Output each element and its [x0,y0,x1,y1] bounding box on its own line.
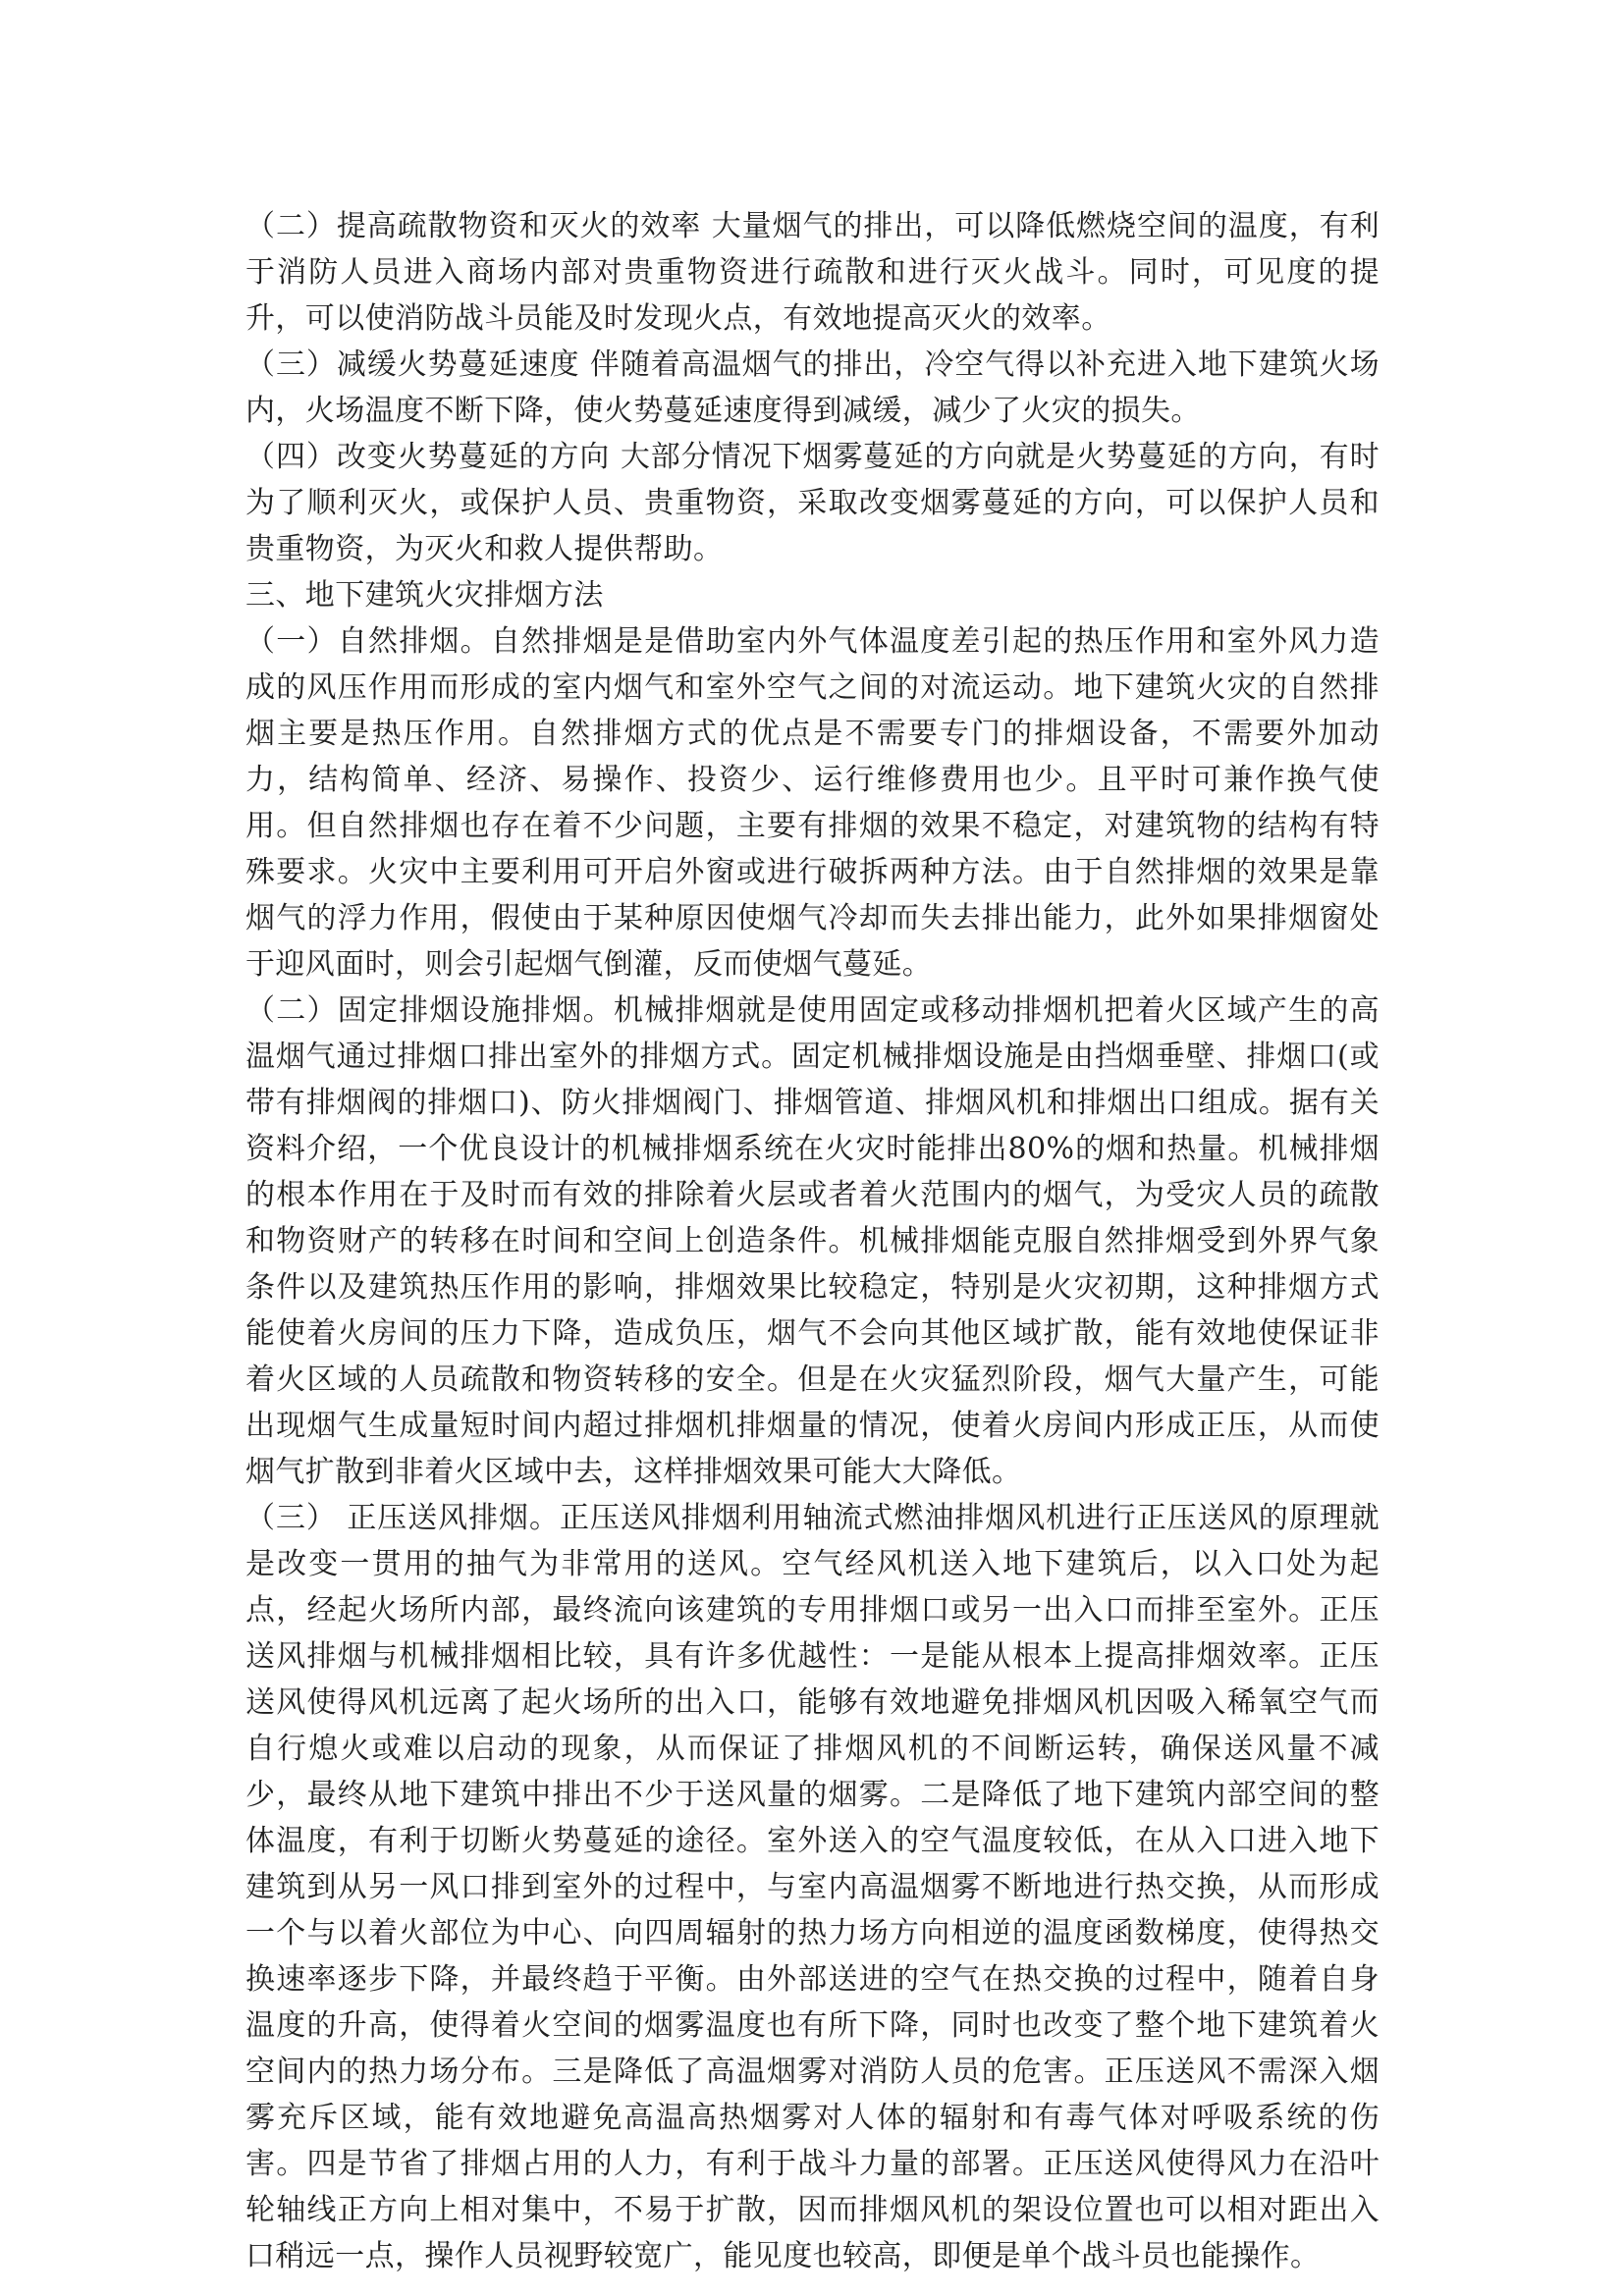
paragraph-natural-smoke-exhaust: （一）自然排烟。自然排烟是是借助室内外气体温度差引起的热压作用和室外风力造成的风压作用而形成的室内烟气和室外空气之间的对流运动。地下建筑火灾的自然排烟主要是热压作用。自然排烟方式的优点是不需要专门的排烟设备，不需要外加动力，结构简单、经济、易操作、投资少、运行维修费用也少。且平时可兼作换气使用。但自然排烟也存在着不少问题，主要有排烟的效果不稳定，对建筑物的结构有特殊要求。火灾中主要利用可开启外窗或进行破拆两种方法。由于自然排烟的效果是靠烟气的浮力作用，假使由于某种原因使烟气冷却而失去排出能力，此外如果排烟窗处于迎风面时，则会引起烟气倒灌，反而使烟气蔓延。 [245,624,1380,982]
paragraph-fixed-smoke-exhaust: （二）固定排烟设施排烟。机械排烟就是使用固定或移动排烟机把着火区域产生的高温烟气通过排烟口排出室外的排烟方式。固定机械排烟设施是由挡烟垂壁、排烟口(或带有排烟阀的排烟口)、防火排烟阀门、排烟管道、排烟风机和排烟出口组成。据有关资料介绍，一个优良设计的机械排烟系统在火灾时能排出80%的烟和热量。机械排烟的根本作用在于及时而有效的排除着火层或者着火范围内的烟气，为受灾人员的疏散和物资财产的转移在时间和空间上创造条件。机械排烟能克服自然排烟受到外界气象条件以及建筑热压作用的影响，排烟效果比较稳定，特别是火灾初期，这种排烟方式能使着火房间的压力下降，造成负压，烟气不会向其他区域扩散，能有效地使保证非着火区域的人员疏散和物资转移的安全。但是在火灾猛烈阶段，烟气大量产生，可能出现烟气生成量短时间内超过排烟机排烟量的情况，使着火房间内形成正压，从而使烟气扩散到非着火区域中去，这样排烟效果可能大大降低。 [245,993,1380,1489]
paragraph-positive-pressure-ventilation: （三） 正压送风排烟。正压送风排烟利用轴流式燃油排烟风机进行正压送风的原理就是改变一贯用的抽气为非常用的送风。空气经风机送入地下建筑后，以入口处为起点，经起火场所内部，最终流向该建筑的专用排烟口或另一出入口而排至室外。正压送风排烟与机械排烟相比较，具有许多优越性：一是能从根本上提高排烟效率。正压送风使得风机远离了起火场所的出入口，能够有效地避免排烟风机因吸入稀氧空气而自行熄火或难以启动的现象，从而保证了排烟风机的不间断运转，确保送风量不减少，最终从地下建筑中排出不少于送风量的烟雾。二是降低了地下建筑内部空间的整体温度，有利于切断火势蔓延的途径。室外送入的空气温度较低，在从入口进入地下建筑到从另一风口排到室外的过程中，与室内高温烟雾不断地进行热交换，从而形成一个与以着火部位为中心、向四周辐射的热力场方向相逆的温度函数梯度，使得热交换速率逐步下降，并最终趋于平衡。由外部送进的空气在热交换的过程中，随着自身温度的升高，使得着火空间的烟雾温度也有所下降，同时也改变了整个地下建筑着火空间内的热力场分布。三是降低了高温烟雾对消防人员的危害。正压送风不需深入烟雾充斥区域，能有效地避免高温高热烟雾对人体的辐射和有毒气体对呼吸系统的伤害。四是节省了排烟占用的人力，有利于战斗力量的部署。正压送风使得风力在沿叶轮轴线正方向上相对集中，不易于扩散，因而排烟风机的架设位置也可以相对距出入口稍远一点，操作人员视野较宽广，能见度也较高，即便是单个战斗员也能操作。 [245,1501,1380,2273]
paragraph-efficiency: （二）提高疏散物资和灭火的效率 大量烟气的排出，可以降低燃烧空间的温度，有利于消防人员进入商场内部对贵重物资进行疏散和进行灭火战斗。同时，可见度的提升，可以使消防战斗员能及时发现火点，有效地提高灭火的效率。 [245,209,1380,336]
document-page [245,203,1380,2279]
section-heading-smoke-methods: 三、地下建筑火灾排烟方法 [245,578,604,613]
paragraph-slow-spread: （三）减缓火势蔓延速度 伴随着高温烟气的排出，冷空气得以补充进入地下建筑火场内，火场温度不断下降，使火势蔓延速度得到减缓，减少了火灾的损失。 [245,347,1380,428]
paragraph-change-direction: （四）改变火势蔓延的方向 大部分情况下烟雾蔓延的方向就是火势蔓延的方向，有时为了顺利灭火，或保护人员、贵重物资，采取改变烟雾蔓延的方向，可以保护人员和贵重物资，为灭火和救人提供帮助。 [245,440,1380,566]
